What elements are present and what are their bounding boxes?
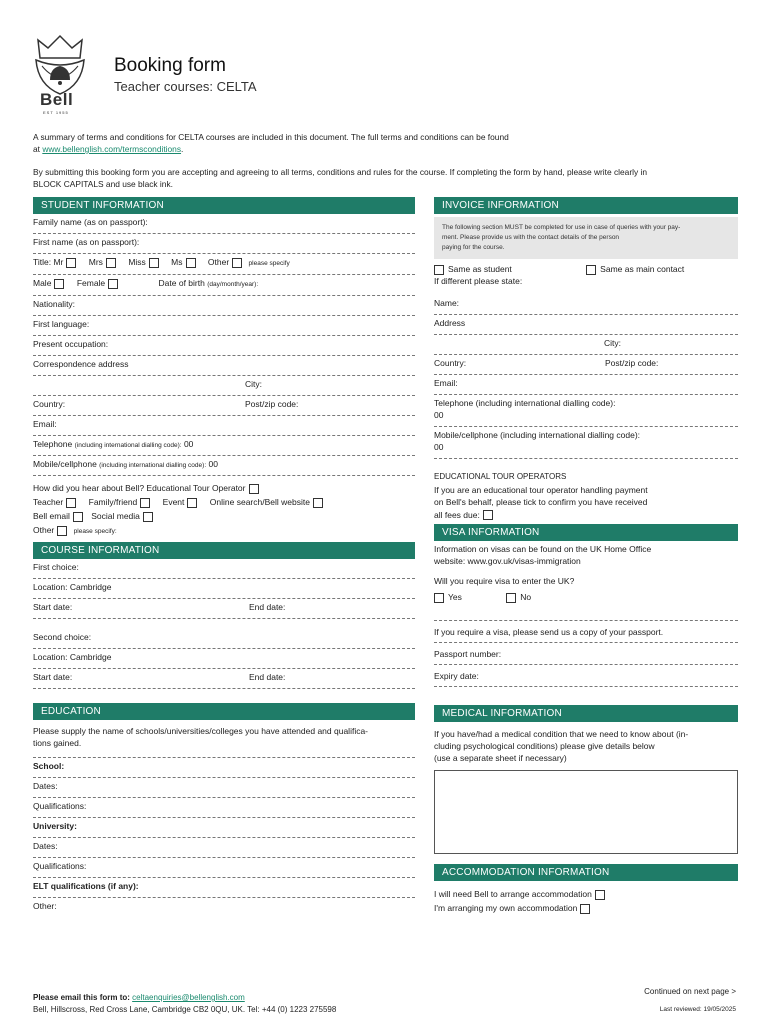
medical-section: [434, 705, 738, 854]
eto-line-3: [434, 509, 738, 522]
second-choice-label: Second choice:: [33, 632, 92, 642]
edu-dates1-label: Dates:: [33, 781, 58, 791]
email-label: Email:: [33, 419, 57, 429]
postcode-label: Post/zip code:: [245, 399, 299, 409]
passport-copy-label: If you require a visa, please send us a copy of your passport.: [434, 627, 664, 637]
education-heading: EDUCATION: [33, 703, 415, 720]
telephone-field[interactable]: [33, 436, 415, 456]
mobile-hint: (including international dialling code):: [99, 462, 207, 469]
second-choice-field: [33, 629, 415, 649]
visa-info: [434, 541, 738, 575]
first-name-field[interactable]: [33, 234, 415, 254]
online-checkbox[interactable]: [313, 498, 323, 508]
need-bell-label: I will need Bell to arrange accommodation: [434, 889, 592, 899]
education-prompt-2: tions gained.: [33, 738, 82, 748]
visa-section: [434, 524, 738, 687]
same-student-checkbox[interactable]: [434, 265, 444, 275]
telephone-value: 00: [183, 439, 194, 449]
hear-row-2: [33, 495, 415, 509]
expiry-date-label: Expiry date:: [434, 671, 479, 681]
edu-dates2-label: Dates:: [33, 841, 58, 851]
first-name-label: First name (as on passport):: [33, 237, 140, 247]
female-label: Female: [76, 278, 106, 288]
eto-line-2: on Bell's behalf, please tick to confirm you have received: [434, 497, 648, 507]
city-label: City:: [245, 379, 262, 389]
email-field[interactable]: [33, 416, 415, 436]
other-edu-label: Other:: [33, 901, 57, 911]
mobile-label: Mobile/cellphone: [33, 459, 97, 469]
hear-about-block: [33, 476, 415, 539]
same-as-row: [434, 259, 738, 275]
other-specify-hint: please specify: [248, 260, 290, 267]
dob-format-hint: (day/month/year):: [207, 281, 259, 288]
same-contact-label: Same as main contact: [600, 264, 685, 274]
passport-number-label: Passport number:: [434, 649, 502, 659]
first-language-field[interactable]: [33, 316, 415, 336]
invoice-name-field[interactable]: [434, 295, 738, 315]
invoice-mobile-label: Mobile/cellphone (including international dialling code):: [434, 430, 641, 440]
dates1-field[interactable]: [33, 778, 415, 798]
visa-no-checkbox[interactable]: [506, 593, 516, 603]
accommodation-row-2: [434, 901, 738, 915]
medical-details-textarea[interactable]: [434, 770, 738, 854]
invoice-postcode-label: Post/zip code:: [605, 358, 659, 368]
invoice-mobile-field[interactable]: [434, 427, 738, 459]
dates1-row[interactable]: [33, 599, 415, 619]
page-subtitle: Teacher courses: CELTA: [114, 79, 257, 94]
continued-note: Continued on next page >: [644, 987, 736, 996]
medical-heading: MEDICAL INFORMATION: [434, 705, 738, 722]
mobile-value: 00: [208, 459, 218, 469]
invoice-address-field[interactable]: [434, 315, 738, 335]
own-accommodation-checkbox[interactable]: [580, 904, 590, 914]
male-checkbox[interactable]: [54, 279, 64, 289]
social-label: Social media: [91, 511, 140, 521]
other-education-field[interactable]: [33, 898, 415, 918]
location2-label: Location: Cambridge: [33, 652, 112, 662]
title-miss-checkbox[interactable]: [149, 258, 159, 268]
course-section: [33, 542, 415, 689]
teacher-checkbox[interactable]: [66, 498, 76, 508]
course-heading: COURSE INFORMATION: [33, 542, 415, 559]
medical-text-2: cluding psychological conditions) please give details below: [434, 741, 655, 751]
dates2-field[interactable]: [33, 838, 415, 858]
passport-number-field[interactable]: [434, 643, 738, 665]
invoice-tel-label: Telephone (including international dialling code):: [434, 398, 616, 408]
invoice-email-field[interactable]: [434, 375, 738, 395]
title-mrs-checkbox[interactable]: [106, 258, 116, 268]
invoice-country-row[interactable]: [434, 355, 738, 375]
end2-label: End date:: [249, 672, 286, 682]
eto-line-1: If you are an educational tour operator handling payment: [434, 484, 648, 495]
male-label: Male: [33, 278, 52, 288]
same-student-label: Same as student: [448, 264, 512, 274]
tour-operator-checkbox[interactable]: [249, 484, 259, 494]
tour-operator-label: Educational Tour Operator: [146, 483, 246, 493]
same-contact-checkbox[interactable]: [586, 265, 596, 275]
title-ms-checkbox[interactable]: [186, 258, 196, 268]
hear-row-1: [33, 481, 415, 495]
bell-email-checkbox[interactable]: [73, 512, 83, 522]
last-reviewed: Last reviewed: 19/05/2025: [659, 1006, 736, 1013]
need-bell-checkbox[interactable]: [595, 890, 605, 900]
footer-email-link[interactable]: celtaenquiries@bellenglish.com: [132, 993, 245, 1002]
hear-row-4: [33, 523, 415, 539]
city-field[interactable]: [33, 376, 415, 396]
invoice-heading: INVOICE INFORMATION: [434, 197, 738, 214]
page-title: Booking form: [114, 55, 226, 76]
title-mr-checkbox[interactable]: [66, 258, 76, 268]
accommodation-section: [434, 864, 738, 915]
intro-prefix: at: [33, 144, 43, 154]
elt-field[interactable]: [33, 878, 415, 898]
footer-contact: [33, 992, 336, 1016]
invoice-note-1: The following section MUST be completed for use in case of queries with your pay-: [442, 224, 681, 231]
footer-email-prefix: Please email this form to:: [33, 993, 130, 1002]
course-spacer: [33, 619, 415, 629]
accommodation-heading: ACCOMMODATION INFORMATION: [434, 864, 738, 881]
intro-agreement: [33, 166, 743, 190]
social-checkbox[interactable]: [143, 512, 153, 522]
visa-yes-label: Yes: [448, 592, 462, 602]
family-friend-checkbox[interactable]: [140, 498, 150, 508]
first-choice-field: [33, 559, 415, 579]
hear-row-3: [33, 509, 415, 523]
invoice-country-label: Country:: [434, 358, 467, 368]
other2-label: Other: [33, 525, 55, 535]
visa-heading: VISA INFORMATION: [434, 524, 738, 541]
invoice-mobile-value: 00: [434, 442, 444, 452]
mrs-label: Mrs: [88, 257, 103, 267]
start2-label: Start date:: [33, 672, 73, 682]
passport-copy-note: [434, 621, 738, 643]
invoice-city-field[interactable]: [434, 335, 738, 355]
logo-established: EST 1955: [43, 110, 69, 115]
telephone-label: Telephone: [33, 439, 73, 449]
intro-line-3: By submitting this booking form you are accepting and agreeing to all terms, conditions and rules for the course. If completing the form by hand, please write clearly in: [33, 167, 648, 177]
school-label: School:: [33, 761, 65, 771]
intro-line-2: [33, 143, 743, 155]
university-field[interactable]: [33, 818, 415, 838]
family-name-label: Family name (as on passport):: [33, 217, 148, 227]
dates2-row[interactable]: [33, 669, 415, 689]
qualifications2-field[interactable]: [33, 858, 415, 878]
family-name-field[interactable]: [33, 214, 415, 234]
terms-link[interactable]: www.bellenglish.com/termsconditions: [42, 144, 182, 154]
qualifications1-field[interactable]: [33, 798, 415, 818]
footer-address: Bell, Hillscross, Red Cross Lane, Cambridge CB2 0QU, UK. Tel: +44 (0) 1223 275598: [33, 1005, 337, 1014]
quals2-label: Qualifications:: [33, 861, 87, 871]
invoice-tel-value: 00: [434, 410, 444, 420]
invoice-note-2: ment. Please provide us with the contact details of the person: [442, 234, 620, 241]
event-label: Event: [162, 497, 185, 507]
medical-text: [434, 722, 738, 764]
other2-checkbox[interactable]: [57, 526, 67, 536]
female-checkbox[interactable]: [108, 279, 118, 289]
invoice-note-3: paying for the course.: [442, 244, 505, 251]
visa-info-2: website: www.gov.uk/visas-immigration: [434, 556, 581, 566]
eto-heading: EDUCATIONAL TOUR OPERATORS: [434, 472, 567, 481]
visa-question: Will you require visa to enter the UK?: [434, 576, 575, 586]
intro-terms: [33, 131, 743, 155]
nationality-label: Nationality:: [33, 299, 76, 309]
occupation-field[interactable]: [33, 336, 415, 356]
dob-label: Date of birth: [158, 278, 205, 288]
start1-label: Start date:: [33, 602, 73, 612]
intro-line-4: BLOCK CAPITALS and use black ink.: [33, 179, 173, 189]
end1-label: End date:: [249, 602, 286, 612]
university-label: University:: [33, 821, 77, 831]
country-label: Country:: [33, 399, 66, 409]
if-different: If different please state:: [434, 276, 523, 286]
footer-email-line: [33, 992, 336, 1004]
logo-wordmark: Bell: [40, 90, 74, 109]
correspondence-label: Correspondence address: [33, 359, 129, 369]
first-choice-label: First choice:: [33, 562, 79, 572]
invoice-city-label: City:: [604, 338, 621, 348]
school-field[interactable]: [33, 758, 415, 778]
title-label: Title: Mr: [33, 257, 64, 267]
accommodation-row-1: [434, 887, 738, 901]
intro-suffix: .: [181, 144, 184, 154]
visa-no-label: No: [520, 592, 532, 602]
bell-email-label: Bell email: [33, 511, 70, 521]
first-language-label: First language:: [33, 319, 90, 329]
ms-label: Ms: [171, 257, 183, 267]
eto-fees-checkbox[interactable]: [483, 510, 493, 520]
location1-field: [33, 579, 415, 599]
visa-yes-checkbox[interactable]: [434, 593, 444, 603]
location1-label: Location: Cambridge: [33, 582, 112, 592]
title-row: [33, 254, 415, 275]
correspondence-address-field[interactable]: [33, 356, 415, 376]
medical-text-3: (use a separate sheet if necessary): [434, 753, 567, 763]
eto-fees-label: all fees due:: [434, 509, 480, 520]
quals1-label: Qualifications:: [33, 801, 87, 811]
nationality-field[interactable]: [33, 296, 415, 316]
elt-label: ELT qualifications (if any):: [33, 881, 139, 891]
visa-info-1: Information on visas can be found on the UK Home Office: [434, 544, 652, 554]
intro-line-1: A summary of terms and conditions for CELTA courses are included in this document. The full terms and conditions can be found: [33, 132, 509, 142]
visa-answer-row: [434, 587, 738, 621]
event-checkbox[interactable]: [187, 498, 197, 508]
online-label: Online search/Bell website: [209, 497, 310, 507]
title-other-checkbox[interactable]: [232, 258, 242, 268]
invoice-address-label: Address: [434, 318, 466, 328]
occupation-label: Present occupation:: [33, 339, 109, 349]
telephone-hint: (including international dialling code):: [74, 442, 182, 449]
family-friend-label: Family/friend: [88, 497, 138, 507]
teacher-label: Teacher: [33, 497, 64, 507]
invoice-email-label: Email:: [434, 378, 458, 388]
invoice-section: [434, 197, 738, 521]
medical-text-1: If you have/had a medical condition that we need to know about (in-: [434, 729, 689, 739]
expiry-date-field[interactable]: [434, 665, 738, 687]
mobile-field[interactable]: [33, 456, 415, 476]
education-prompt: [33, 720, 415, 758]
eto-block: [434, 459, 738, 521]
country-postcode-row[interactable]: [33, 396, 415, 416]
accommodation-options: [434, 881, 738, 915]
education-section: [33, 703, 415, 918]
hear-question: How did you hear about Bell?: [33, 483, 145, 493]
invoice-name-label: Name:: [434, 298, 460, 308]
location2-field: [33, 649, 415, 669]
education-prompt-1: Please supply the name of schools/universities/colleges you have attended and qualifica-: [33, 726, 369, 736]
miss-label: Miss: [128, 257, 146, 267]
bell-logo: [30, 30, 90, 120]
student-heading: STUDENT INFORMATION: [33, 197, 415, 214]
gender-dob-row: [33, 275, 415, 296]
invoice-note: [434, 217, 738, 259]
student-section: [33, 197, 415, 539]
other2-specify-hint: please specify:: [73, 528, 117, 535]
footer-right: [580, 986, 736, 1016]
own-accommodation-label: I'm arranging my own accommodation: [434, 903, 578, 913]
invoice-telephone-field[interactable]: [434, 395, 738, 427]
other-label: Other: [207, 257, 230, 267]
